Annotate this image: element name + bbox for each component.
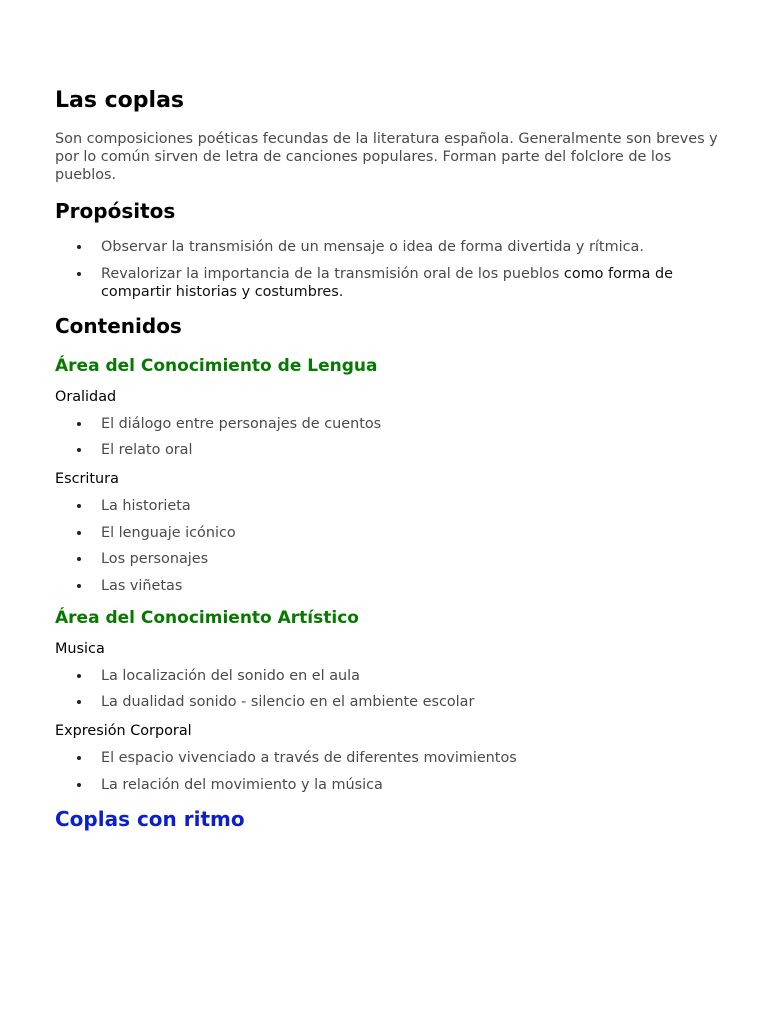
list-item-text: Los personajes — [101, 551, 209, 567]
intro-paragraph: Son composiciones poéticas fecundas de la literatura española. Generalmente son breves y por lo común sirven de letra de canciones populares. Forman parte del folclore de los pueblos. — [55, 131, 718, 183]
list-item — [55, 749, 735, 767]
bullet-icon — [77, 674, 81, 678]
bullet-icon — [77, 783, 81, 787]
list-item — [55, 238, 735, 256]
list-item-text: Revalorizar la importancia de la transmisión oral de los pueblos — [101, 265, 564, 282]
list-item-text-dark: como forma de compartir historias y costumbres. — [101, 265, 673, 300]
bullet-icon — [77, 756, 81, 760]
bullet-icon — [77, 448, 81, 452]
group-title-escritura: Escritura — [55, 471, 119, 487]
list-item — [55, 524, 735, 542]
list-item-text: El relato oral — [101, 442, 193, 458]
list-item-text: La relación del movimiento y la música — [101, 776, 383, 793]
list-item-text: Las viñetas — [101, 577, 183, 594]
area-title-lengua: Área del Conocimiento de Lengua — [55, 355, 378, 376]
list-item — [55, 441, 735, 459]
list-item-text: El espacio vivenciado a través de diferentes movimientos — [101, 750, 517, 766]
propositos-list — [55, 238, 735, 301]
bullet-icon — [77, 504, 81, 508]
bullet-icon — [77, 531, 81, 535]
group-title-expresion-corporal: Expresión Corporal — [55, 723, 192, 739]
list-item — [55, 693, 735, 711]
list-item-text: Observar la transmisión de un mensaje o idea de forma divertida y rítmica. — [101, 239, 644, 255]
document-page — [55, 84, 735, 834]
page-title: Las coplas — [55, 88, 185, 113]
propositos-heading: Propósitos — [55, 199, 176, 223]
bullet-icon — [77, 700, 81, 704]
bullet-icon — [77, 272, 81, 276]
list-item — [55, 415, 735, 433]
list-item-text: La dualidad sonido - silencio en el ambiente escolar — [101, 694, 475, 710]
group-title-oralidad: Oralidad — [55, 388, 117, 405]
bullet-icon — [77, 245, 81, 249]
group-title-musica: Musica — [55, 640, 105, 657]
coplas-con-ritmo-heading: Coplas con ritmo — [55, 806, 245, 831]
list-item-text: La historieta — [101, 498, 191, 514]
escritura-list — [55, 497, 735, 595]
list-item — [55, 550, 735, 568]
list-item-text: El lenguaje icónico — [101, 524, 236, 541]
bullet-icon — [77, 557, 81, 561]
contenidos-heading: Contenidos — [55, 313, 182, 338]
bullet-icon — [77, 422, 81, 426]
list-item-text: La localización del sonido en el aula — [101, 667, 360, 684]
list-item — [55, 667, 735, 685]
expresion-corporal-list — [55, 749, 735, 794]
list-item — [55, 577, 735, 595]
list-item — [55, 497, 735, 515]
musica-list — [55, 667, 735, 712]
bullet-icon — [77, 584, 81, 588]
area-title-artistico: Área del Conocimiento Artístico — [55, 607, 359, 628]
list-item — [55, 776, 735, 794]
oralidad-list — [55, 415, 735, 460]
list-item-text: El diálogo entre personajes de cuentos — [101, 415, 382, 432]
list-item — [55, 265, 735, 301]
